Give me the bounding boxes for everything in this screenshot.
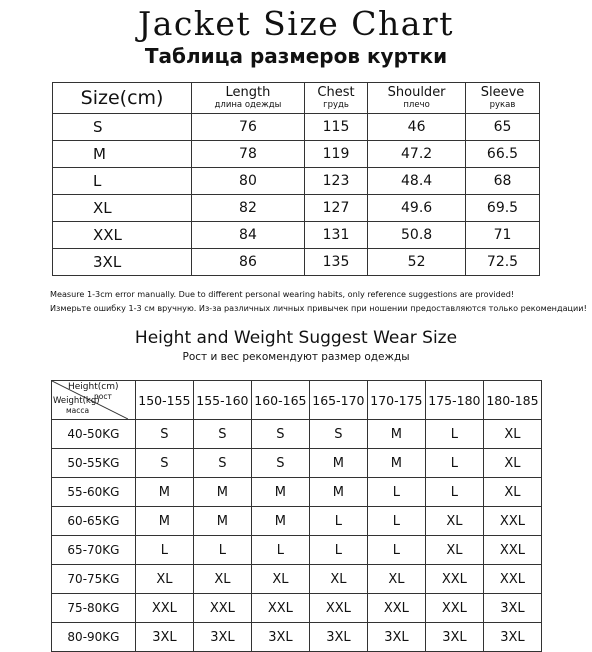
size-suggestion: L xyxy=(425,478,483,507)
size-suggestion: S xyxy=(309,420,367,449)
weight-cell: 40-50KG xyxy=(52,420,136,449)
size-suggestion: XXL xyxy=(425,594,483,623)
shoulder-cell: 50.8 xyxy=(368,222,466,249)
size-cell: XXL xyxy=(53,222,192,249)
size-suggestion: L xyxy=(251,536,309,565)
measurement-note-ru: Измерьте ошибку 1-3 см вручную. Из-за различных личных привычек при ношении предоставляются только рекомендации! xyxy=(50,303,587,313)
size-suggestion: XL xyxy=(309,565,367,594)
height-header: 165-170 xyxy=(309,381,367,420)
shoulder-cell: 49.6 xyxy=(368,195,466,222)
size-suggestion: XL xyxy=(251,565,309,594)
chest-cell: 131 xyxy=(304,222,367,249)
shoulder-cell: 48.4 xyxy=(368,168,466,195)
size-suggestion: L xyxy=(367,536,425,565)
size-suggestion: XXL xyxy=(193,594,251,623)
weight-cell: 60-65KG xyxy=(52,507,136,536)
measurement-note-en: Measure 1-3cm error manually. Due to different personal wearing habits, only reference suggestions are provided! xyxy=(50,289,515,299)
table-row xyxy=(52,623,542,652)
weight-cell: 50-55KG xyxy=(52,449,136,478)
page-subtitle: Таблица размеров куртки xyxy=(144,44,448,68)
size-suggestion: L xyxy=(367,507,425,536)
shoulder-cell: 52 xyxy=(368,249,466,276)
corner-weight-ru: масса xyxy=(66,406,90,415)
header-length-ru: длина одежды xyxy=(214,100,282,110)
size-cell: XL xyxy=(53,195,192,222)
header-chest-en: Chest xyxy=(317,85,355,100)
size-suggestion: M xyxy=(193,507,251,536)
size-suggestion: XXL xyxy=(425,565,483,594)
size-suggestion: M xyxy=(135,478,193,507)
size-suggestion: XXL xyxy=(251,594,309,623)
size-suggestion: M xyxy=(193,478,251,507)
sleeve-cell: 71 xyxy=(465,222,539,249)
weight-cell: 80-90KG xyxy=(52,623,136,652)
size-suggestion: XXL xyxy=(483,536,541,565)
size-suggestion: XL xyxy=(483,420,541,449)
size-suggestion: 3XL xyxy=(193,623,251,652)
table-row xyxy=(53,114,540,141)
size-suggestion: XXL xyxy=(483,565,541,594)
size-suggestion: XL xyxy=(367,565,425,594)
size-cell: 3XL xyxy=(53,249,192,276)
size-suggestion: S xyxy=(135,420,193,449)
sleeve-cell: 68 xyxy=(465,168,539,195)
shoulder-cell: 47.2 xyxy=(368,141,466,168)
size-suggestion: S xyxy=(193,420,251,449)
hw-table-header xyxy=(52,381,542,420)
size-suggestion: XL xyxy=(425,507,483,536)
size-cell: S xyxy=(53,114,192,141)
height-weight-table xyxy=(51,380,542,652)
table-row xyxy=(52,478,542,507)
size-suggestion: L xyxy=(367,478,425,507)
size-suggestion: XL xyxy=(483,449,541,478)
header-shoulder xyxy=(368,83,466,114)
height-header: 150-155 xyxy=(135,381,193,420)
size-suggestion: XL xyxy=(425,536,483,565)
sleeve-cell: 69.5 xyxy=(465,195,539,222)
size-suggestion: 3XL xyxy=(483,623,541,652)
size-suggestion: XL xyxy=(135,565,193,594)
length-cell: 80 xyxy=(192,168,305,195)
table-row xyxy=(53,249,540,276)
height-header: 175-180 xyxy=(425,381,483,420)
page-title: Jacket Size Chart xyxy=(138,4,454,43)
header-shoulder-en: Shoulder xyxy=(387,85,446,100)
size-suggestion: S xyxy=(193,449,251,478)
table-row xyxy=(52,565,542,594)
size-suggestion: XXL xyxy=(367,594,425,623)
weight-cell: 70-75KG xyxy=(52,565,136,594)
size-suggestion: S xyxy=(251,449,309,478)
size-suggestion: M xyxy=(367,449,425,478)
size-suggestion: M xyxy=(309,478,367,507)
table-row xyxy=(52,507,542,536)
header-length xyxy=(192,83,305,114)
shoulder-cell: 46 xyxy=(368,114,466,141)
size-suggestion: S xyxy=(135,449,193,478)
size-suggestion: 3XL xyxy=(367,623,425,652)
weight-cell: 65-70KG xyxy=(52,536,136,565)
header-sleeve xyxy=(465,83,539,114)
size-suggestion: 3XL xyxy=(251,623,309,652)
header-sleeve-en: Sleeve xyxy=(480,85,525,100)
height-header: 160-165 xyxy=(251,381,309,420)
header-length-en: Length xyxy=(225,85,271,100)
size-cell: L xyxy=(53,168,192,195)
corner-weight-label: Weight(kg) xyxy=(53,396,100,406)
size-suggestion: M xyxy=(135,507,193,536)
corner-cell xyxy=(52,381,136,420)
header-shoulder-ru: плечо xyxy=(403,100,430,110)
size-suggestion: L xyxy=(309,507,367,536)
size-suggestion: M xyxy=(309,449,367,478)
size-suggestion: L xyxy=(425,449,483,478)
sleeve-cell: 72.5 xyxy=(465,249,539,276)
chest-cell: 123 xyxy=(304,168,367,195)
weight-cell: 75-80KG xyxy=(52,594,136,623)
table-row xyxy=(53,168,540,195)
size-suggestion: 3XL xyxy=(135,623,193,652)
height-header: 170-175 xyxy=(367,381,425,420)
table-row xyxy=(53,195,540,222)
size-suggestion: L xyxy=(425,420,483,449)
length-cell: 78 xyxy=(192,141,305,168)
size-suggestion: XXL xyxy=(309,594,367,623)
table-row xyxy=(52,420,542,449)
header-chest-ru: грудь xyxy=(323,100,349,110)
chest-cell: 127 xyxy=(304,195,367,222)
header-sleeve-ru: рукав xyxy=(489,100,516,110)
size-cell: M xyxy=(53,141,192,168)
size-suggestion: XXL xyxy=(135,594,193,623)
table-row xyxy=(52,594,542,623)
sleeve-cell: 66.5 xyxy=(465,141,539,168)
size-suggestion: L xyxy=(135,536,193,565)
weight-cell: 55-60KG xyxy=(52,478,136,507)
sleeve-cell: 65 xyxy=(465,114,539,141)
length-cell: 84 xyxy=(192,222,305,249)
size-suggestion: M xyxy=(251,507,309,536)
header-size: Size(cm) xyxy=(53,83,192,114)
table-row xyxy=(53,222,540,249)
section-subtitle: Рост и вес рекомендуют размер одежды xyxy=(182,351,410,363)
height-header: 155-160 xyxy=(193,381,251,420)
size-suggestion: 3XL xyxy=(483,594,541,623)
size-suggestion: L xyxy=(193,536,251,565)
size-suggestion: XXL xyxy=(483,507,541,536)
size-suggestion: 3XL xyxy=(309,623,367,652)
length-cell: 76 xyxy=(192,114,305,141)
table-row xyxy=(52,536,542,565)
length-cell: 82 xyxy=(192,195,305,222)
chest-cell: 115 xyxy=(304,114,367,141)
size-suggestion: XL xyxy=(483,478,541,507)
corner-height-label: Height(cm) xyxy=(68,382,119,392)
table-row xyxy=(53,141,540,168)
chest-cell: 135 xyxy=(304,249,367,276)
size-suggestion: M xyxy=(251,478,309,507)
section-title: Height and Weight Suggest Wear Size xyxy=(134,328,458,348)
height-header: 180-185 xyxy=(483,381,541,420)
length-cell: 86 xyxy=(192,249,305,276)
corner-height-ru: рост xyxy=(94,392,112,401)
size-suggestion: S xyxy=(251,420,309,449)
table-row xyxy=(52,449,542,478)
size-suggestion: XL xyxy=(193,565,251,594)
size-suggestion: M xyxy=(367,420,425,449)
jacket-size-table xyxy=(52,82,540,276)
size-table-header xyxy=(53,83,540,114)
size-suggestion: L xyxy=(309,536,367,565)
size-suggestion: 3XL xyxy=(425,623,483,652)
chest-cell: 119 xyxy=(304,141,367,168)
header-chest xyxy=(304,83,367,114)
